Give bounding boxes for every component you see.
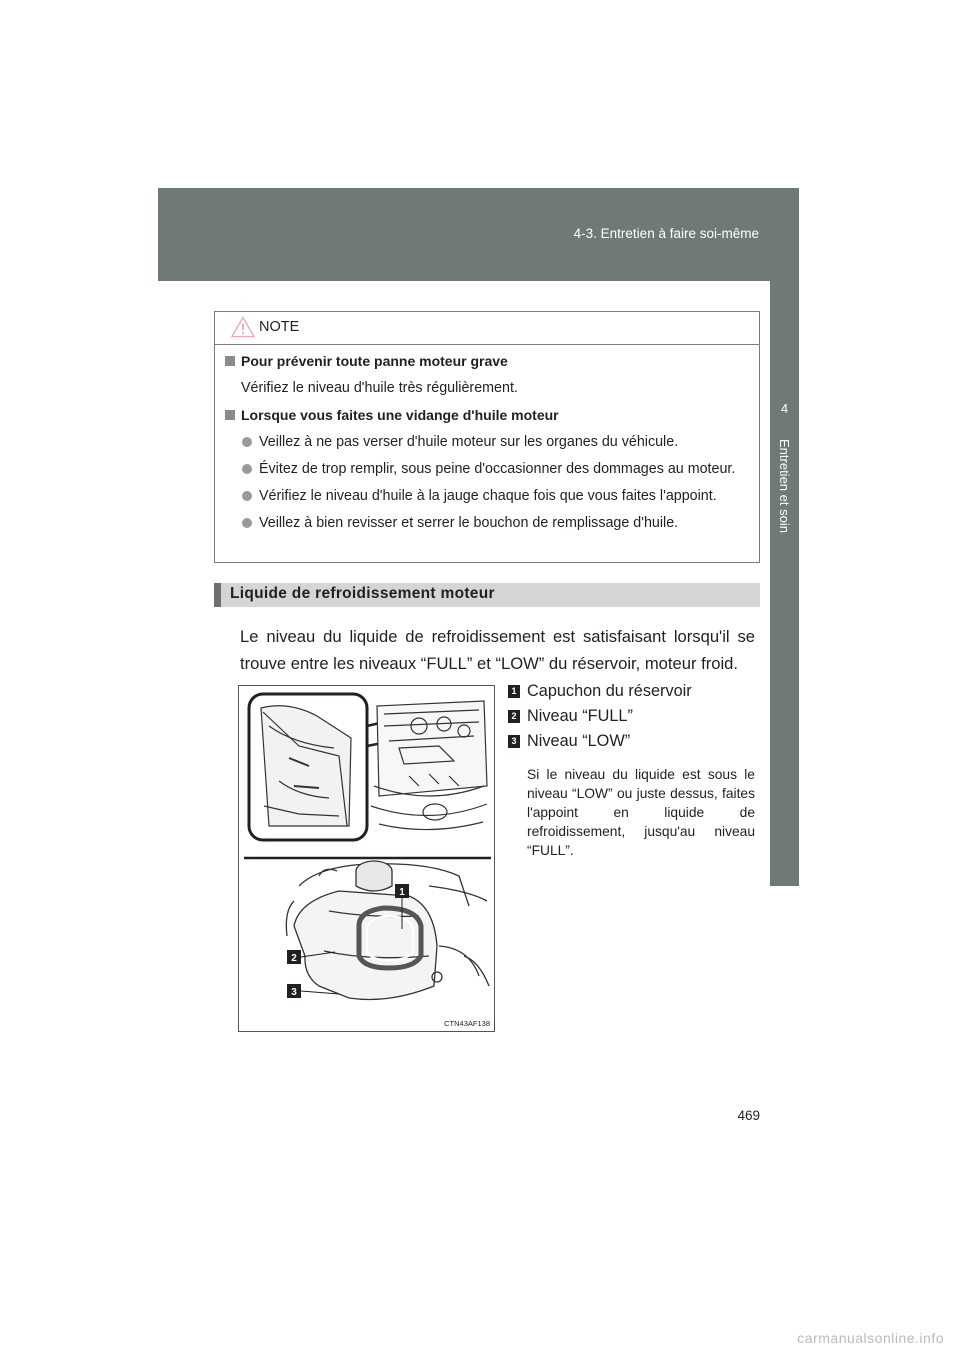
callout-1-marker xyxy=(395,884,409,898)
callout-1-label: 1 xyxy=(399,887,405,898)
note-bullet: Veillez à ne pas verser d'huile moteur sur les organes du véhicule. xyxy=(241,433,755,452)
legend-item xyxy=(508,730,758,753)
note-text: Vérifiez le niveau d'huile très régulièrement. xyxy=(241,380,518,396)
coolant-reservoir-illustration xyxy=(239,686,495,1032)
chapter-side-tab xyxy=(770,281,799,886)
chapter-side-label: Entretien et soin xyxy=(777,439,792,533)
legend-item xyxy=(508,680,758,703)
section-heading-bar xyxy=(214,583,760,607)
chapter-title: 4-3. Entretien à faire soi-même xyxy=(573,226,759,241)
callout-2-marker xyxy=(287,950,301,964)
chapter-number: 4 xyxy=(780,401,789,416)
legend-number: 3 xyxy=(508,735,520,748)
watermark: carmanualsonline.info xyxy=(797,1330,944,1346)
figure-code: CTN43AF138 xyxy=(444,1019,490,1028)
section-intro-paragraph: Le niveau du liquide de refroidissement est satisfaisant lorsqu'il se trouve entre les niveaux “FULL” et “LOW” du réservoir, moteur froid. xyxy=(240,627,755,673)
coolant-reservoir-figure xyxy=(238,685,495,1032)
note-heading: Lorsque vous faites une vidange d'huile moteur xyxy=(225,406,755,425)
note-box xyxy=(214,311,760,563)
figure-legend xyxy=(508,680,758,755)
callout-2-label: 2 xyxy=(291,953,297,964)
note-bullet: Évitez de trop remplir, sous peine d'occasionner des dommages au moteur. xyxy=(241,460,755,479)
note-title: NOTE xyxy=(259,319,300,335)
note-header xyxy=(215,312,759,345)
note-bullet: Vérifiez le niveau d'huile à la jauge chaque fois que vous faites l'appoint. xyxy=(241,487,755,506)
section-title: Liquide de refroidissement moteur xyxy=(230,585,495,602)
engine-bay-view xyxy=(249,694,487,840)
legend-number: 2 xyxy=(508,710,520,723)
callout-3-label: 3 xyxy=(291,987,297,998)
legend-note: Si le niveau du liquide est sous le niveau “LOW” ou juste dessus, faites l'appoint en liquide de refroidissement, jusqu'au niveau “FULL”. xyxy=(527,767,755,858)
legend-label: Capuchon du réservoir xyxy=(527,682,692,700)
note-heading: Pour prévenir toute panne moteur grave xyxy=(225,352,755,371)
note-bullet: Veillez à bien revisser et serrer le bouchon de remplissage d'huile. xyxy=(241,514,755,533)
legend-label: Niveau “LOW” xyxy=(527,732,631,750)
legend-number: 1 xyxy=(508,685,520,698)
page-number: 469 xyxy=(737,1108,760,1123)
callout-3-marker xyxy=(287,984,301,998)
legend-label: Niveau “FULL” xyxy=(527,707,633,725)
reservoir-closeup xyxy=(286,861,489,1000)
chapter-header-band xyxy=(158,188,799,281)
warning-triangle-icon xyxy=(231,316,255,338)
note-body xyxy=(225,352,755,541)
legend-item xyxy=(508,705,758,728)
